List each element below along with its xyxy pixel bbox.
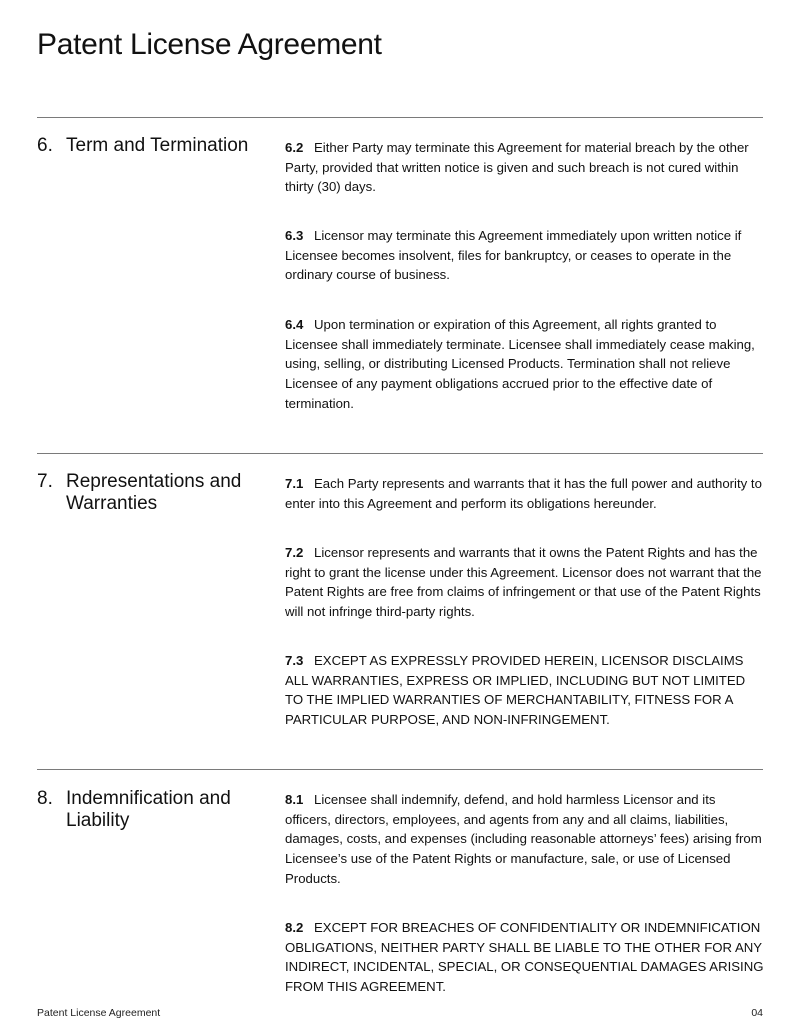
- clause-text: Either Party may terminate this Agreement for material breach by the other Party, provided that written notice is given and such breach is not cured within thirty (30) days.: [285, 140, 749, 195]
- section-divider: [37, 117, 763, 118]
- section-title: Term and Termination: [66, 135, 249, 156]
- clause-number: 6.4: [285, 317, 304, 333]
- clause-number: 6.3: [285, 228, 304, 244]
- clause-6-3: [285, 226, 765, 285]
- clause-7-1: [285, 474, 765, 513]
- section-divider: [37, 453, 763, 454]
- document-title: Patent License Agreement: [37, 28, 382, 61]
- clause-8-2: [285, 918, 765, 996]
- section-number: 7.: [37, 471, 53, 492]
- section-title: Indemnification and Liability: [66, 788, 231, 831]
- clause-number: 8.2: [285, 920, 304, 936]
- footer-document-title: Patent License Agreement: [37, 1007, 161, 1019]
- section-title: Representations and Warranties: [66, 471, 242, 514]
- clause-7-3: [285, 651, 765, 729]
- clause-number: 8.1: [285, 792, 304, 808]
- clause-6-2: [285, 138, 765, 197]
- clause-text: Upon termination or expiration of this Agreement, all rights granted to Licensee shall immediately terminate. Licensee shall immediately cease making, using, selling, or distributing Licensed Products. Termination shall not relieve Licensee of any payment obligations accrued prior to the effective date of termination.: [285, 317, 755, 411]
- clause-text: Licensor may terminate this Agreement immediately upon written notice if Licensee becomes insolvent, files for bankruptcy, or ceases to operate in the ordinary course of business.: [285, 228, 742, 283]
- clause-text: Licensor represents and warrants that it owns the Patent Rights and has the right to grant the license under this Agreement. Licensor does not warrant that the Patent Rights are free from claims of infringement or that use of the Patent Rights will not infringe third-party rights.: [285, 545, 762, 619]
- clause-text: EXCEPT AS EXPRESSLY PROVIDED HEREIN, LICENSOR DISCLAIMS ALL WARRANTIES, EXPRESS OR IMPLIED, INCLUDING BUT NOT LIMITED TO THE IMPLIED WARRANTIES OF MERCHANTABILITY, FITNESS FOR A PARTICULAR PURPOSE, AND NON-INFRINGEMENT.: [285, 653, 746, 727]
- clause-number: 7.2: [285, 545, 304, 561]
- clause-number: 7.3: [285, 653, 304, 669]
- clause-text: EXCEPT FOR BREACHES OF CONFIDENTIALITY OR INDEMNIFICATION OBLIGATIONS, NEITHER PARTY SHALL BE LIABLE TO THE OTHER FOR ANY INDIRECT, INCIDENTAL, SPECIAL, OR CONSEQUENTIAL DAMAGES ARISING FROM THIS AGREEMENT.: [285, 920, 764, 994]
- clause-text: Licensee shall indemnify, defend, and hold harmless Licensor and its officers, directors, employees, and agents from any and all claims, liabilities, damages, costs, and expenses (including reasonable attorneys’ fees) arising from Licensee’s use of the Patent Rights or manufacture, sale, or use of Licensed Products.: [285, 792, 762, 886]
- section-divider: [37, 769, 763, 770]
- section-number: 6.: [37, 135, 53, 156]
- clause-number: 6.2: [285, 140, 304, 156]
- footer-page-number: 04: [751, 1007, 763, 1019]
- clause-6-4: [285, 315, 765, 413]
- clause-7-2: [285, 543, 765, 621]
- clause-8-1: [285, 790, 765, 888]
- clause-number: 7.1: [285, 476, 304, 492]
- section-number: 8.: [37, 788, 53, 809]
- clause-text: Each Party represents and warrants that it has the full power and authority to enter into this Agreement and perform its obligations hereunder.: [285, 476, 762, 511]
